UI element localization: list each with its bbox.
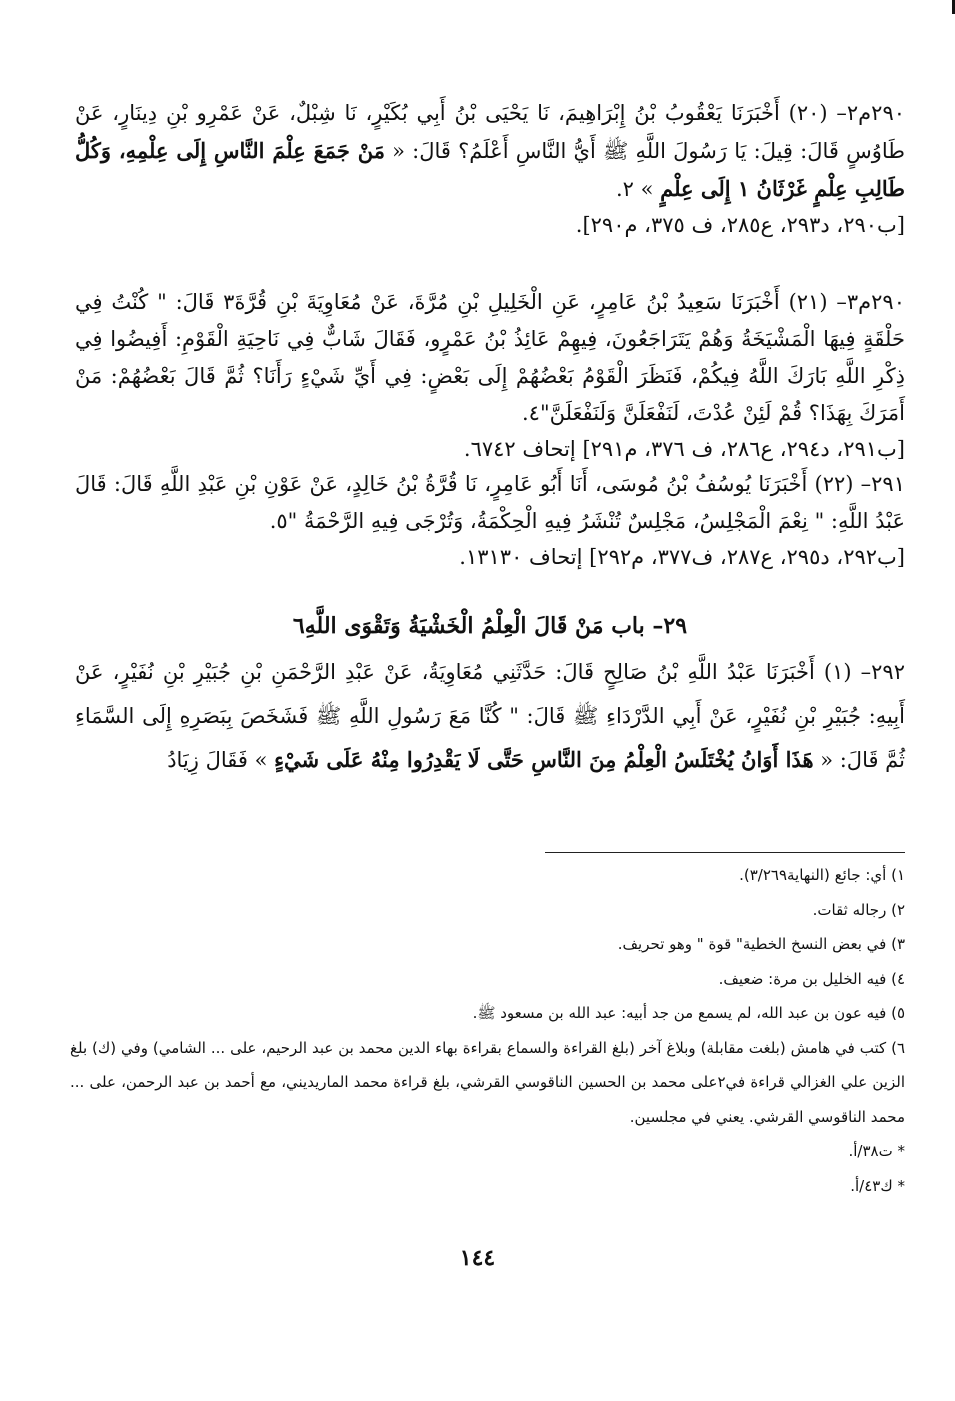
footnote-4: ٤) فيه الخليل بن مرة: ضعيف. — [718, 969, 905, 988]
hadith-matn-bold: مَنْ جَمَعَ عِلْمَ النَّاسِ إِلَى عِلْمِهِ، وَكُلُّ طَالِبِ عِلْمٍ غَرْثَانُ ١ إِلَى عِلْمٍ — [75, 138, 905, 201]
footnote-2: ٢) رجاله ثقات. — [812, 900, 905, 919]
main-text — [75, 95, 905, 782]
hadith-291: ٢٩١– (٢٢) أَخْبَرَنَا يُوسُفُ بْنُ مُوسَى، أَنَا أَبُو عَامِرٍ، نَا قُرَّةُ بْنُ خَالِدٍ، عَنْ عَوْنِ بْنِ عَبْدِ اللَّهِ قَالَ: قَالَ عَبْدُ اللَّهِ: " نِعْمَ الْمَجْلِسُ، مَجْلِسٌ تُنْشَرُ فِيهِ الْحِكْمَةُ، وَتُرْجَى فِيهِ الرَّحْمَةُ "٥. — [75, 472, 905, 533]
hadith-text: ٢٩٠م٢– (٢٠) أَخْبَرَنَا يَعْقُوبُ بْنُ إِبْرَاهِيمَ، نَا يَحْيَى بْنُ أَبِي بُكَيْرٍ، نَا شِبْلٌ، عَنْ عَمْرِو بْنِ دِينَارٍ، عَنْ طَاوُسٍ قَالَ: قِيلَ: يَا رَسُولَ اللَّهِ ﷺ أَيُّ النَّاسِ أَعْلَمُ؟ قَالَ: « — [75, 101, 906, 163]
hadith-end: » ٢. — [615, 177, 661, 201]
hadith-290m3: ٢٩٠م٣– (٢١) أَخْبَرَنَا سَعِيدُ بْنُ عَامِرٍ، عَنِ الْخَلِيلِ بْنِ مُرَّةَ، عَنْ مُعَاوِيَةَ بْنِ قُرَّةَ٣ قَالَ: " كُنْتُ فِي حَلْقَةٍ فِيهَا الْمَشْيَخَةُ وَهُمْ يَتَرَاجَعُونَ، فِيهِمْ عَائِذُ بْنُ عَمْرٍو، فَقَالَ شَابٌّ فِي نَاحِيَةِ الْقَوْمِ: أَفِيضُوا فِي ذِكْرِ اللَّهِ بَارَكَ اللَّهُ فِيكُمْ، فَنَظَرَ الْقَوْمُ بَعْضُهُمْ إِلَى بَعْضٍ: فِي أَيِّ شَيْءٍ رَأَنَا؟ ثُمَّ قَالَ بَعْضُهُمْ: مَنْ أَمَرَكَ بِهَذَا؟ قُمْ لَئِنْ عُدْتَ، لَنَفْعَلَنَّ وَلَنَفْعَلَنَّ"٤. — [75, 290, 905, 425]
footnote-star-2: * ك٤٣/أ. — [850, 1176, 905, 1195]
page-number: ١٤٤ — [459, 1245, 496, 1271]
footnote-6: ٦) كتب في هامش (بلغت مقابلة) وبلاغ آخر (بلغ القراءة والسماع بقراءة بهاء الدين محمد بن عبد الرحيم، على ... الشامي) وفي (ك) بلغ الزين علي الغزالي قراءة في٢على محمد بن الحسين الناقوسي القرشي، بلغ قراءة محمد الماريديني، مع أحمد بن عبد الرحمن، على ... محمد الناقوسي القرشي. يعني في مجلسين. — [70, 1038, 905, 1126]
hadith-290m2 — [75, 95, 905, 208]
hadith-290m2-ref: [ب٢٩٠، د٢٩٣، ع٢٨٥، ف ٣٧٥، م٢٩٠]. — [575, 213, 905, 237]
footnote-star-1: * ت٣٨/أ. — [848, 1142, 905, 1160]
footnote-3: ٣) في بعض النسخ الخطية" قوة " وهو تحريف. — [617, 935, 905, 953]
hadith-text: ٢٩٢– (١) أَخْبَرَنَا عَبْدُ اللَّهِ بْنُ صَالِحٍ قَالَ: حَدَّثَنِي مُعَاوِيَةُ، عَنْ عَبْدِ الرَّحْمَنِ بْنِ جُبَيْرِ بْنِ نُفَيْرٍ، عَنْ أَبِيهِ: جُبَيْرِ بْنِ نُفَيْرٍ، عَنْ أَبِي الدَّرْدَاءِ ﷺ قَالَ: " كُنَّا مَعَ رَسُولِ اللَّهِ ﷺ فَشَخَصَ بِبَصَرِهِ إِلَى السَّمَاءِ ثُمَّ قَالَ: « — [75, 660, 905, 772]
footnote-1: ١) أي: جائع (النهاية٣/٢٦٩). — [739, 866, 905, 884]
hadith-292 — [75, 650, 905, 782]
hadith-matn-bold: هَذَا أَوَانُ يُخْتَلَسُ الْعِلْمُ مِنَ النَّاسِ حَتَّى لَا يَقْدِرُوا مِنْهُ عَلَى شَيْءٍ — [274, 747, 814, 772]
hadith-end: » فَقَالَ زِيَادُ — [167, 748, 275, 772]
hadith-290m3-ref: [ب٢٩١، د٢٩٤، ع٢٨٦، ف ٣٧٦، م٢٩١] إتحاف ٦٧٤٢. — [463, 437, 905, 461]
chapter-heading: ٢٩– باب مَنْ قَالَ الْعِلْمُ الْخَشْيَةُ وَتَقْوَى اللَّهِ٦ — [292, 613, 688, 639]
hadith-291-ref: [ب٢٩٢، د٢٩٥، ع٢٨٧، ف٣٧٧، م٢٩٢] إتحاف ١٣١٣٠. — [459, 545, 905, 569]
footnote-5: ٥) فيه عون بن عبد الله، لم يسمع من جد أبيه: عبد الله بن مسعود ﷺ. — [472, 1004, 905, 1022]
footnote-divider — [545, 852, 905, 853]
footnotes — [70, 858, 905, 1203]
